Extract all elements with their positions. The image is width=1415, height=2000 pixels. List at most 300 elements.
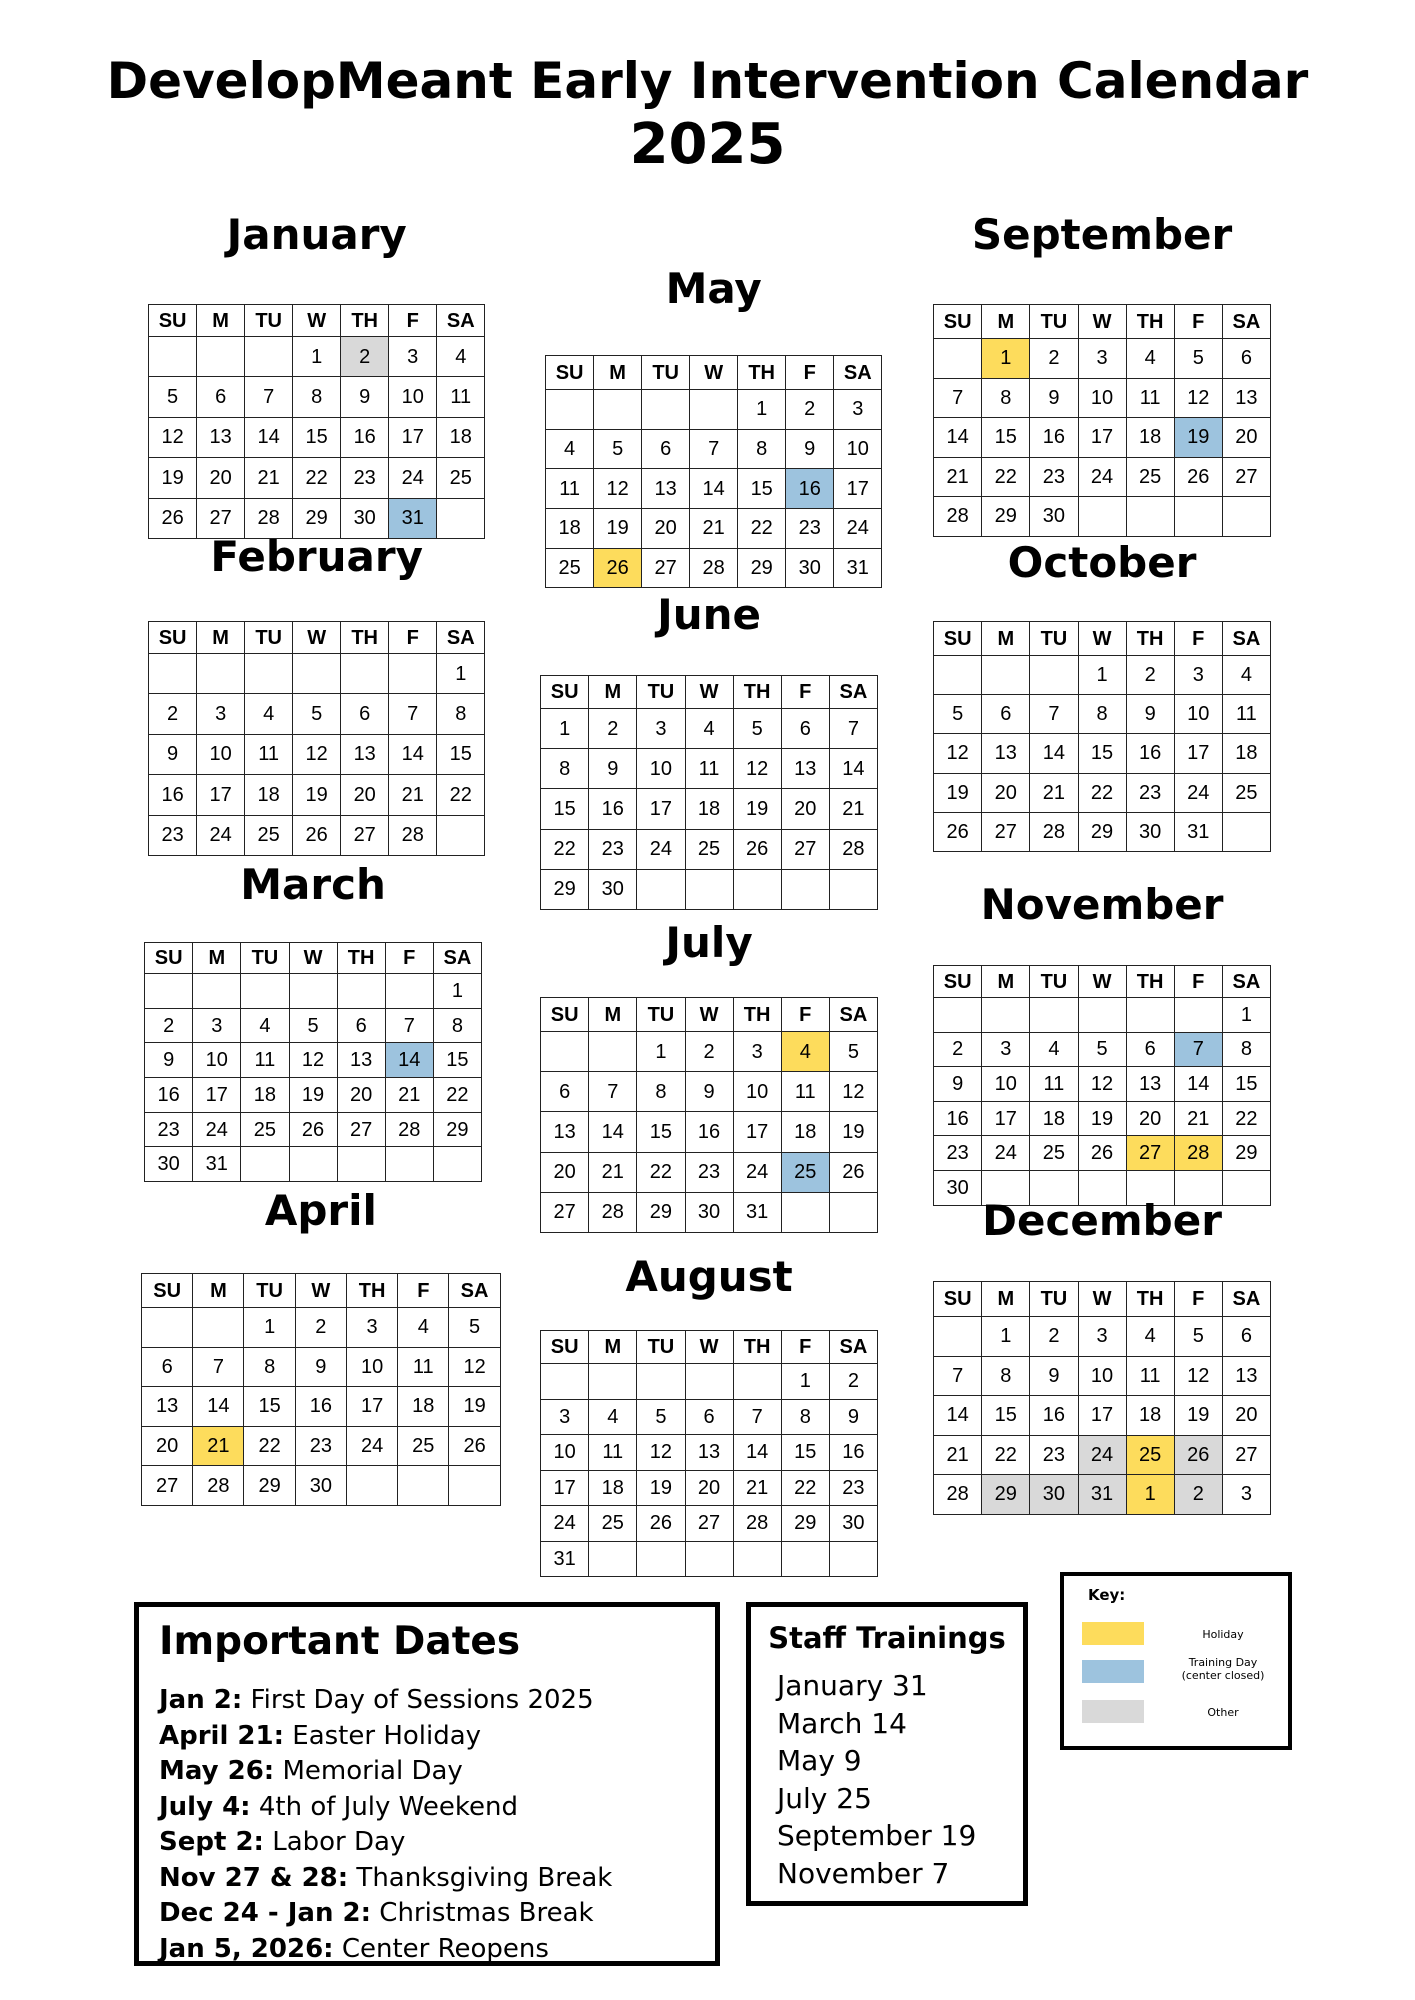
day-cell: 27 [341, 815, 389, 855]
day-cell: 8 [982, 378, 1030, 418]
staff-training-item: January 31 [777, 1669, 928, 1702]
day-cell: 12 [289, 1043, 337, 1078]
day-cell: 20 [642, 509, 690, 549]
day-cell: 13 [197, 417, 245, 457]
important-date-text: First Day of Sessions 2025 [242, 1685, 594, 1715]
week-row [142, 1426, 501, 1466]
week-row [541, 829, 878, 869]
day-cell: 4 [245, 694, 293, 734]
day-cell: 1 [982, 1317, 1030, 1357]
day-cell: 27 [685, 1506, 733, 1542]
day-cell: 31 [193, 1147, 241, 1182]
day-cell: 3 [1078, 339, 1126, 379]
empty-cell [337, 1147, 385, 1182]
day-cell: 7 [193, 1347, 244, 1387]
important-date-label: May 26: [159, 1756, 275, 1786]
legend-label-other: Other [1207, 1706, 1239, 1719]
empty-cell [241, 1147, 289, 1182]
week-row [934, 1356, 1271, 1396]
month-name-november: November [980, 880, 1224, 929]
weekday-header: M [589, 1331, 637, 1364]
empty-cell [829, 1192, 877, 1232]
day-cell: 27 [781, 829, 829, 869]
day-cell: 18 [1030, 1101, 1078, 1136]
day-cell: 24 [1078, 457, 1126, 497]
week-row [541, 1399, 878, 1435]
day-cell: 20 [982, 773, 1030, 812]
staff-trainings-list [777, 1667, 976, 1892]
day-cell: 29 [637, 1192, 685, 1232]
weekday-header: SA [1222, 966, 1270, 998]
day-cell: 29 [1078, 812, 1126, 851]
week-row [541, 1192, 878, 1232]
empty-cell [685, 869, 733, 909]
weekday-header: M [193, 1274, 244, 1308]
month-table-may [545, 355, 882, 588]
week-row [934, 1475, 1271, 1515]
day-cell: 28 [245, 498, 293, 538]
empty-cell [637, 1364, 685, 1400]
month-name-december: December [982, 1196, 1222, 1245]
day-cell: 29 [982, 1475, 1030, 1515]
day-cell: 8 [738, 429, 786, 469]
week-row [934, 695, 1271, 734]
week-row [934, 418, 1271, 458]
day-cell: 28 [589, 1192, 637, 1232]
day-cell: 4 [1222, 656, 1270, 695]
important-date-label: April 21: [159, 1720, 285, 1751]
day-cell: 1 [437, 654, 485, 694]
empty-cell [193, 1308, 244, 1348]
day-cell: 14 [690, 469, 738, 509]
week-row [546, 509, 882, 549]
day-cell: 11 [1222, 695, 1270, 734]
day-cell: 14 [589, 1112, 637, 1152]
month-name-july: July [665, 918, 753, 967]
day-cell: 27 [1126, 1136, 1174, 1171]
day-cell: 8 [293, 377, 341, 417]
week-row [149, 654, 485, 694]
month-name-may: May [665, 264, 762, 313]
day-cell: 15 [541, 789, 589, 829]
day-cell: 24 [197, 815, 245, 855]
month-name-february: February [210, 532, 423, 581]
empty-cell [546, 390, 594, 430]
day-cell: 9 [149, 734, 197, 774]
week-row [541, 1506, 878, 1542]
empty-cell [781, 869, 829, 909]
day-cell: 21 [829, 789, 877, 829]
weekday-header: SU [541, 676, 589, 709]
week-row [934, 339, 1271, 379]
staff-trainings-box [746, 1602, 1028, 1906]
day-cell: 1 [738, 390, 786, 430]
day-cell: 15 [293, 417, 341, 457]
day-cell: 16 [786, 469, 834, 509]
day-cell: 22 [637, 1152, 685, 1192]
staff-training-item: March 14 [777, 1706, 907, 1740]
weekday-header: TU [637, 1331, 685, 1364]
weekday-header: SA [829, 1331, 877, 1364]
day-cell: 19 [1174, 418, 1222, 458]
day-cell: 9 [1030, 1356, 1078, 1396]
day-cell: 9 [1126, 695, 1174, 734]
empty-cell [289, 974, 337, 1009]
week-row [934, 656, 1271, 695]
empty-cell [197, 337, 245, 377]
weekday-header: W [1078, 305, 1126, 339]
day-cell: 30 [786, 548, 834, 588]
week-row [145, 974, 482, 1009]
day-cell: 19 [1078, 1101, 1126, 1136]
day-cell: 12 [733, 749, 781, 789]
day-cell: 19 [1174, 1396, 1222, 1436]
day-cell: 1 [1222, 998, 1270, 1033]
day-cell: 23 [829, 1470, 877, 1506]
day-cell: 14 [193, 1387, 244, 1427]
day-cell: 1 [781, 1364, 829, 1400]
day-cell: 15 [637, 1112, 685, 1152]
day-cell: 31 [541, 1541, 589, 1577]
empty-cell [589, 1541, 637, 1577]
day-cell: 29 [244, 1466, 295, 1506]
weekday-header: F [1174, 1282, 1222, 1317]
empty-cell [733, 1364, 781, 1400]
day-cell: 1 [1078, 656, 1126, 695]
empty-cell [690, 390, 738, 430]
day-cell: 10 [193, 1043, 241, 1078]
weekday-header: TH [733, 676, 781, 709]
empty-cell [1174, 998, 1222, 1033]
day-cell: 21 [389, 775, 437, 815]
day-cell: 17 [834, 469, 882, 509]
day-cell: 23 [145, 1112, 193, 1147]
day-cell: 5 [293, 694, 341, 734]
day-cell: 25 [589, 1506, 637, 1542]
weekday-header: SU [541, 998, 589, 1032]
day-cell: 25 [398, 1426, 449, 1466]
day-cell: 15 [982, 1396, 1030, 1436]
day-cell: 17 [637, 789, 685, 829]
weekday-header: M [982, 966, 1030, 998]
day-cell: 6 [1222, 1317, 1270, 1357]
day-cell: 28 [829, 829, 877, 869]
empty-cell [934, 339, 982, 379]
weekday-header: SA [1222, 305, 1270, 339]
day-cell: 9 [829, 1399, 877, 1435]
day-cell: 26 [1078, 1136, 1126, 1171]
day-cell: 10 [197, 734, 245, 774]
day-cell: 20 [341, 775, 389, 815]
week-row [142, 1387, 501, 1427]
day-cell: 7 [589, 1072, 637, 1112]
day-cell: 9 [295, 1347, 346, 1387]
day-cell: 16 [589, 789, 637, 829]
day-cell: 23 [341, 458, 389, 498]
weekday-header: F [781, 998, 829, 1032]
day-cell: 1 [293, 337, 341, 377]
day-cell: 17 [982, 1101, 1030, 1136]
important-date-item [159, 1754, 612, 1790]
day-cell: 3 [637, 709, 685, 749]
day-cell: 13 [1126, 1067, 1174, 1102]
day-cell: 29 [293, 498, 341, 538]
weekday-header: TH [1126, 622, 1174, 656]
legend-swatch-other [1082, 1700, 1144, 1723]
empty-cell [1030, 656, 1078, 695]
day-cell: 11 [245, 734, 293, 774]
day-cell: 7 [385, 1008, 433, 1043]
day-cell: 30 [295, 1466, 346, 1506]
day-cell: 30 [341, 498, 389, 538]
weekday-header: W [295, 1274, 346, 1308]
empty-cell [685, 1364, 733, 1400]
weekday-header: SA [433, 943, 481, 974]
day-cell: 24 [733, 1152, 781, 1192]
important-date-text: Thanksgiving Break [348, 1862, 613, 1893]
empty-cell [982, 998, 1030, 1033]
day-cell: 9 [589, 749, 637, 789]
day-cell: 11 [1030, 1067, 1078, 1102]
empty-cell [982, 656, 1030, 695]
day-cell: 28 [385, 1112, 433, 1147]
day-cell: 30 [829, 1506, 877, 1542]
calendar-year: 2025 [629, 112, 786, 177]
day-cell: 11 [1126, 1356, 1174, 1396]
weekday-header: W [1078, 622, 1126, 656]
empty-cell [1126, 497, 1174, 537]
week-row [934, 1032, 1271, 1067]
day-cell: 26 [733, 829, 781, 869]
day-cell: 10 [733, 1072, 781, 1112]
day-cell: 14 [385, 1043, 433, 1078]
day-cell: 24 [346, 1426, 397, 1466]
week-row [541, 1072, 878, 1112]
weekday-header: SA [1222, 622, 1270, 656]
weekday-header: F [389, 305, 437, 337]
day-cell: 21 [245, 458, 293, 498]
weekday-header: TU [241, 943, 289, 974]
legend-swatch-training [1082, 1660, 1144, 1683]
day-cell: 22 [293, 458, 341, 498]
day-cell: 21 [1030, 773, 1078, 812]
empty-cell [245, 654, 293, 694]
day-cell: 4 [781, 1032, 829, 1072]
empty-cell [934, 656, 982, 695]
day-cell: 25 [1222, 773, 1270, 812]
staff-training-item: September 19 [777, 1819, 977, 1852]
weekday-header: F [781, 676, 829, 709]
empty-cell [337, 974, 385, 1009]
day-cell: 30 [934, 1170, 982, 1205]
day-cell: 27 [982, 812, 1030, 851]
weekday-header: TU [1030, 966, 1078, 998]
empty-cell [293, 654, 341, 694]
empty-cell [1222, 812, 1270, 851]
weekday-header: TH [733, 1331, 781, 1364]
day-cell: 18 [685, 789, 733, 829]
empty-cell [934, 1317, 982, 1357]
day-cell: 25 [781, 1152, 829, 1192]
day-cell: 11 [1126, 378, 1174, 418]
day-cell: 21 [934, 457, 982, 497]
day-cell: 10 [1174, 695, 1222, 734]
important-date-label: July 4: [159, 1791, 251, 1822]
weekday-header: TU [245, 622, 293, 654]
day-cell: 4 [1126, 1317, 1174, 1357]
staff-trainings-title: Staff Trainings [768, 1621, 1006, 1655]
day-cell: 13 [541, 1112, 589, 1152]
day-cell: 13 [341, 734, 389, 774]
month-table-june [540, 675, 878, 910]
day-cell: 24 [637, 829, 685, 869]
day-cell: 13 [781, 749, 829, 789]
empty-cell [1174, 497, 1222, 537]
day-cell: 12 [829, 1072, 877, 1112]
day-cell: 13 [1222, 378, 1270, 418]
day-cell: 10 [834, 429, 882, 469]
day-cell: 1 [244, 1308, 295, 1348]
week-row [149, 417, 485, 457]
day-cell: 24 [389, 458, 437, 498]
day-cell: 18 [245, 775, 293, 815]
day-cell: 5 [934, 695, 982, 734]
empty-cell [541, 1364, 589, 1400]
weekday-header: W [1078, 966, 1126, 998]
week-row [546, 469, 882, 509]
important-date-item [159, 1896, 612, 1932]
day-cell: 3 [1078, 1317, 1126, 1357]
week-row [541, 749, 878, 789]
day-cell: 20 [1222, 418, 1270, 458]
weekday-header: SU [541, 1331, 589, 1364]
month-table-august [540, 1330, 878, 1577]
important-date-label: Sept 2: [159, 1827, 264, 1857]
day-cell: 23 [786, 509, 834, 549]
day-cell: 3 [197, 694, 245, 734]
month-name-august: August [625, 1252, 793, 1301]
day-cell: 26 [1174, 457, 1222, 497]
weekday-header: M [193, 943, 241, 974]
week-row [145, 1112, 482, 1147]
day-cell: 22 [1222, 1101, 1270, 1136]
important-date-item [159, 1790, 612, 1826]
empty-cell [781, 1541, 829, 1577]
day-cell: 12 [934, 734, 982, 773]
day-cell: 28 [389, 815, 437, 855]
day-cell: 21 [385, 1078, 433, 1113]
day-cell: 24 [1078, 1435, 1126, 1475]
day-cell: 6 [197, 377, 245, 417]
day-cell: 22 [781, 1470, 829, 1506]
day-cell: 9 [934, 1067, 982, 1102]
empty-cell [733, 869, 781, 909]
legend-key-title: Key: [1088, 1586, 1126, 1604]
day-cell: 18 [398, 1387, 449, 1427]
day-cell: 16 [1030, 1396, 1078, 1436]
day-cell: 15 [1078, 734, 1126, 773]
day-cell: 4 [398, 1308, 449, 1348]
day-cell: 12 [1174, 378, 1222, 418]
week-row [934, 1101, 1271, 1136]
weekday-header: W [685, 1331, 733, 1364]
day-cell: 5 [289, 1008, 337, 1043]
day-cell: 23 [149, 815, 197, 855]
empty-cell [733, 1541, 781, 1577]
week-row [149, 734, 485, 774]
day-cell: 12 [449, 1347, 500, 1387]
day-cell: 26 [594, 548, 642, 588]
day-cell: 10 [541, 1435, 589, 1471]
day-cell: 2 [934, 1032, 982, 1067]
important-date-text: 4th of July Weekend [250, 1791, 518, 1822]
empty-cell [642, 390, 690, 430]
day-cell: 17 [1174, 734, 1222, 773]
empty-cell [1126, 998, 1174, 1033]
day-cell: 25 [437, 458, 485, 498]
weekday-header: TH [1126, 966, 1174, 998]
day-cell: 19 [829, 1112, 877, 1152]
weekday-header: M [982, 1282, 1030, 1317]
day-cell: 18 [589, 1470, 637, 1506]
day-cell: 4 [437, 337, 485, 377]
week-row [541, 1470, 878, 1506]
empty-cell [149, 654, 197, 694]
empty-cell [637, 1541, 685, 1577]
weekday-header: TH [738, 356, 786, 390]
day-cell: 22 [244, 1426, 295, 1466]
day-cell: 2 [1126, 656, 1174, 695]
weekday-header: SA [437, 305, 485, 337]
day-cell: 10 [1078, 1356, 1126, 1396]
month-table-march [144, 942, 482, 1182]
important-date-item [159, 1719, 612, 1755]
day-cell: 22 [738, 509, 786, 549]
day-cell: 15 [738, 469, 786, 509]
week-row [934, 812, 1271, 851]
weekday-header: M [197, 622, 245, 654]
week-row [934, 1136, 1271, 1171]
empty-cell [589, 1364, 637, 1400]
empty-cell [589, 1032, 637, 1072]
day-cell: 1 [637, 1032, 685, 1072]
day-cell: 8 [1078, 695, 1126, 734]
day-cell: 11 [241, 1043, 289, 1078]
week-row [541, 1435, 878, 1471]
day-cell: 17 [346, 1387, 397, 1427]
day-cell: 2 [149, 694, 197, 734]
day-cell: 8 [1222, 1032, 1270, 1067]
important-dates-list [159, 1683, 612, 1967]
day-cell: 16 [295, 1387, 346, 1427]
day-cell: 9 [786, 429, 834, 469]
day-cell: 16 [341, 417, 389, 457]
empty-cell [241, 974, 289, 1009]
day-cell: 27 [197, 498, 245, 538]
day-cell: 31 [834, 548, 882, 588]
weekday-header: F [385, 943, 433, 974]
day-cell: 17 [389, 417, 437, 457]
weekday-header: SA [1222, 1282, 1270, 1317]
day-cell: 2 [295, 1308, 346, 1348]
day-cell: 5 [1078, 1032, 1126, 1067]
week-row [149, 458, 485, 498]
weekday-header: M [982, 622, 1030, 656]
day-cell: 17 [541, 1470, 589, 1506]
empty-cell [437, 815, 485, 855]
week-row [142, 1466, 501, 1506]
day-cell: 3 [834, 390, 882, 430]
